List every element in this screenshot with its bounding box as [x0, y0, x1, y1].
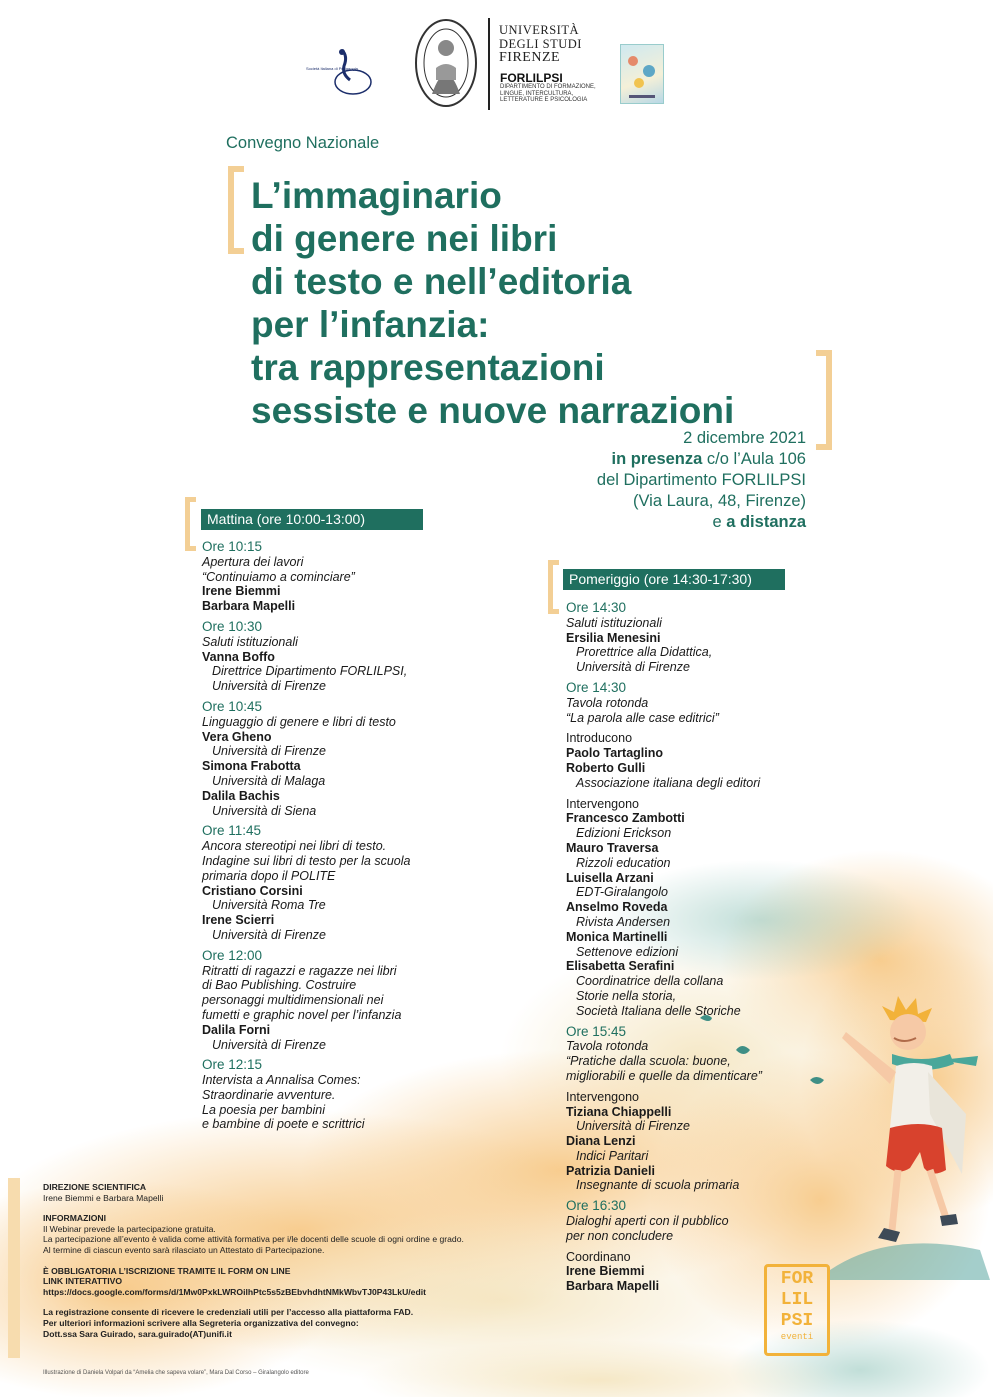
speaker-name: Irene Biemmi: [202, 584, 281, 599]
afternoon-block: [566, 1250, 762, 1294]
session-time: Ore 16:30: [566, 1198, 627, 1214]
session-title: Ancora stereotipi nei libri di testo.: [202, 839, 387, 854]
session-title: fumetti e graphic novel per l’infanzia: [202, 1007, 402, 1022]
session-title: Tavola rotonda: [566, 695, 649, 710]
footer-block: [43, 1307, 464, 1339]
remote-pre: e: [712, 513, 722, 531]
dept-line-1: DIPARTIMENTO DI FORMAZIONE,: [500, 84, 596, 90]
speaker-name: Irene Biemmi: [566, 1264, 645, 1279]
footer-block: [43, 1182, 464, 1203]
siped-logo: [306, 46, 376, 98]
speaker-affiliation: Rizzoli education: [576, 855, 671, 870]
speaker-affiliation: Università di Firenze: [576, 660, 690, 675]
speaker-affiliation: Rivista Andersen: [576, 914, 671, 929]
speaker-affiliation: Università di Firenze: [212, 744, 326, 759]
session-title: Intervista a Annalisa Comes:: [202, 1073, 361, 1088]
remote-mode: a distanza: [726, 513, 806, 531]
speaker-affiliation: Storie nella storia,: [576, 988, 677, 1003]
speaker-name: Tiziana Chiappelli: [566, 1104, 672, 1119]
footer-heading: Dott.ssa Sara Guirado, sara.guirado(AT)unifi.it: [43, 1328, 232, 1339]
venue-mode: in presenza: [611, 450, 703, 468]
session-time: Ore 12:15: [202, 1057, 263, 1073]
afternoon-block: [566, 601, 762, 675]
session-title: migliorabili e quelle da dimenticare”: [566, 1068, 762, 1083]
session-title: Linguaggio di genere e libri di testo: [202, 714, 396, 729]
university-logo-text: [499, 24, 582, 65]
afternoon-schedule: [566, 601, 762, 1294]
afternoon-block: [566, 1199, 762, 1243]
speaker-affiliation: Coordinatrice della collana: [576, 974, 724, 989]
speaker-affiliation: Settenove edizioni: [576, 944, 679, 959]
session-title: primaria dopo il POLITE: [202, 868, 336, 883]
speaker-name: Vera Gheno: [202, 729, 272, 744]
session-title: e bambine di poete e scrittrici: [202, 1117, 365, 1132]
session-title: La poesia per bambini: [202, 1102, 325, 1117]
role-label: Intervengono: [566, 796, 639, 811]
illustration-credit: Illustrazione di Daniela Volpari da “Amelia che sapeva volare”, Mara Dal Corso – Giralangolo editore: [43, 1370, 309, 1376]
brand-line-3: PSI: [780, 1311, 814, 1331]
footer-info: [43, 1182, 464, 1339]
child-illustration: [820, 980, 990, 1280]
university-line-1: UNIVERSITÀ: [499, 23, 579, 37]
speaker-name: Ersilia Menesini: [566, 630, 661, 645]
morning-bracket: [185, 497, 196, 551]
speaker-name: Barbara Mapelli: [566, 1279, 660, 1294]
title-line-6: sessiste e nuove narrazioni: [251, 390, 735, 431]
forlilpsi-eventi-logo: [764, 1264, 830, 1356]
morning-block: [202, 949, 410, 1053]
session-time: Ore 11:45: [202, 823, 262, 839]
speaker-affiliation: Università di Firenze: [212, 1037, 326, 1052]
title-line-1: L’immaginario: [251, 175, 502, 216]
speaker-name: Vanna Boffo: [202, 649, 275, 664]
speaker-affiliation: EDT-Giralangolo: [576, 885, 668, 900]
session-title: Indagine sui libri di testo per la scuola: [202, 853, 411, 868]
session-time: Ore 15:45: [566, 1023, 627, 1039]
university-seal: [414, 18, 478, 108]
role-label: Intervengono: [566, 1089, 639, 1104]
afternoon-block: [566, 1025, 762, 1084]
morning-block: [202, 620, 410, 694]
dept-full-name: [500, 84, 596, 104]
speaker-affiliation: Università di Malaga: [212, 773, 326, 788]
speaker-name: Diana Lenzi: [566, 1134, 636, 1149]
session-time: Ore 10:30: [202, 618, 263, 634]
footer-heading: INFORMAZIONI: [43, 1213, 107, 1224]
morning-block: [202, 540, 410, 614]
morning-block: [202, 824, 410, 942]
event-venue: [480, 449, 806, 470]
morning-schedule: [202, 540, 410, 1132]
speaker-name: Simona Frabotta: [202, 759, 301, 774]
footer-text: Al termine di ciascun evento sarà rilasciato un Attestato di Partecipazione.: [43, 1244, 325, 1255]
speaker-name: Dalila Bachis: [202, 788, 280, 803]
afternoon-block: [566, 681, 762, 725]
afternoon-block: [566, 797, 762, 1019]
footer-block: [43, 1266, 464, 1298]
brand-line-2: LIL: [780, 1290, 814, 1310]
session-time: Ore 14:30: [566, 679, 627, 695]
session-title: Tavola rotonda: [566, 1039, 649, 1054]
afternoon-block: [566, 1090, 762, 1194]
title-bracket-left: [228, 166, 244, 254]
speaker-name: Paolo Tartaglino: [566, 746, 663, 761]
footer-text: Irene Biemmi e Barbara Mapelli: [43, 1192, 164, 1203]
dept-line-2: LINGUE, INTERCULTURA,: [500, 90, 574, 97]
speaker-name: Patrizia Danieli: [566, 1163, 655, 1178]
speaker-affiliation: Società Italiana delle Storiche: [576, 1003, 741, 1018]
session-title: Ritratti di ragazzi e ragazze nei libri: [202, 963, 397, 978]
footer-block: [43, 1213, 464, 1255]
morning-block: [202, 700, 410, 818]
speaker-affiliation: Università di Siena: [212, 803, 317, 818]
title-line-2: di genere nei libri: [251, 218, 558, 259]
event-venue-address: (Via Laura, 48, Firenze): [632, 492, 806, 510]
speaker-affiliation: Università di Firenze: [576, 1119, 690, 1134]
session-time: Ore 14:30: [566, 600, 627, 615]
footer-bracket: [8, 1178, 20, 1358]
speaker-affiliation: Università Roma Tre: [212, 898, 326, 913]
morning-block: [202, 1058, 410, 1132]
event-date: 2 dicembre 2021: [683, 429, 806, 447]
afternoon-header: Pomeriggio (ore 14:30-17:30): [563, 569, 785, 590]
speaker-affiliation: Prorettrice alla Didattica,: [576, 645, 713, 660]
title-line-3: di testo e nell’editoria: [251, 261, 632, 302]
footer-text: Il Webinar prevede la partecipazione gratuita.: [43, 1223, 216, 1234]
session-time: Ore 10:45: [202, 698, 263, 714]
session-title: “La parola alle case editrici”: [566, 710, 719, 725]
speaker-name: Monica Martinelli: [566, 929, 668, 944]
event-title: [251, 174, 734, 432]
event-details: [480, 428, 806, 533]
university-line-2: DEGLI STUDI: [499, 36, 582, 51]
footer-heading[interactable]: https://docs.google.com/forms/d/1Mw0PxkLWROilhPtc5s5zBEbvhdhtNMkWbvTJ0P43LkU/edit: [43, 1286, 426, 1297]
speaker-name: Barbara Mapelli: [202, 599, 296, 614]
speaker-affiliation: Edizioni Erickson: [576, 826, 672, 841]
session-title: Apertura dei lavori: [202, 554, 304, 569]
event-venue-dept: del Dipartimento FORLILPSI: [596, 471, 806, 489]
session-title: Dialoghi aperti con il pubblico: [566, 1214, 729, 1229]
venue-room: c/o l’Aula 106: [706, 450, 806, 468]
title-line-4: per l’infanzia:: [251, 304, 490, 345]
title-line-5: tra rappresentazioni: [251, 347, 605, 388]
speaker-affiliation: Università di Firenze: [212, 679, 326, 694]
session-title: Saluti istituzionali: [566, 615, 662, 630]
divider-line: [488, 18, 490, 110]
speaker-affiliation: Insegnante di scuola primaria: [576, 1178, 740, 1193]
role-label: Coordinano: [566, 1249, 631, 1264]
afternoon-bracket: [548, 560, 559, 614]
speaker-affiliation: Direttrice Dipartimento FORLILPSI,: [212, 664, 408, 679]
speaker-affiliation: Associazione italiana degli editori: [576, 775, 761, 790]
footer-heading: È OBBLIGATORIA L’ISCRIZIONE TRAMITE IL FORM ON LINE: [43, 1265, 291, 1276]
session-title: Straordinarie avventure.: [202, 1087, 336, 1102]
siped-logo-text: Società Italiana di Pedagogia: [306, 66, 358, 71]
university-line-3: FIRENZE: [499, 50, 561, 65]
session-title: “Pratiche dalla scuola: buone,: [566, 1054, 731, 1069]
morning-header: Mattina (ore 10:00-13:00): [201, 509, 423, 530]
footer-heading: DIREZIONE SCIENTIFICA: [43, 1182, 147, 1192]
speaker-name: Luisella Arzani: [566, 870, 654, 885]
footer-text: La partecipazione all’evento è valida come attività formativa per i/le docenti delle scuole di ogni ordine e grado.: [43, 1234, 464, 1245]
session-title: Saluti istituzionali: [202, 634, 298, 649]
speaker-name: Irene Scierri: [202, 913, 275, 928]
speaker-name: Francesco Zambotti: [566, 811, 685, 826]
speaker-name: Roberto Gulli: [566, 760, 646, 775]
book-cover-thumbnail: [620, 44, 664, 104]
session-title: personaggi multidimensionali nei: [202, 993, 384, 1008]
event-kicker: Convegno Nazionale: [226, 134, 380, 152]
session-title: di Bao Publishing. Costruire: [202, 978, 357, 993]
event-remote: [480, 512, 806, 533]
speaker-affiliation: Università di Firenze: [212, 927, 326, 942]
dept-short-name: FORLILPSI: [500, 71, 563, 85]
brand-line-1: FOR: [780, 1269, 814, 1289]
session-title: “Continuiamo a cominciare”: [202, 569, 355, 584]
dept-line-3: LETTERATURE E PSICOLOGIA: [500, 97, 588, 103]
session-title: per non concludere: [566, 1228, 674, 1243]
speaker-name: Elisabetta Serafini: [566, 959, 675, 974]
speaker-name: Mauro Traversa: [566, 840, 659, 855]
brand-line-4: eventi: [780, 1332, 814, 1342]
speaker-name: Anselmo Roveda: [566, 900, 668, 915]
speaker-name: Dalila Forni: [202, 1022, 271, 1037]
footer-heading: Per ulteriori informazioni scrivere alla Segreteria organizzativa del convegno:: [43, 1317, 359, 1328]
footer-heading: La registrazione consente di ricevere le credenziali utili per l’accesso alla piattaforma FAD.: [43, 1307, 414, 1318]
session-time: Ore 12:00: [202, 947, 263, 963]
role-label: Introducono: [566, 731, 633, 746]
speaker-name: Cristiano Corsini: [202, 883, 303, 898]
title-bracket-right: [816, 350, 832, 450]
session-time: Ore 10:15: [202, 539, 263, 554]
speaker-affiliation: Indici Paritari: [576, 1148, 649, 1163]
afternoon-block: [566, 731, 762, 790]
footer-heading: LINK INTERATTIVO: [43, 1276, 123, 1287]
